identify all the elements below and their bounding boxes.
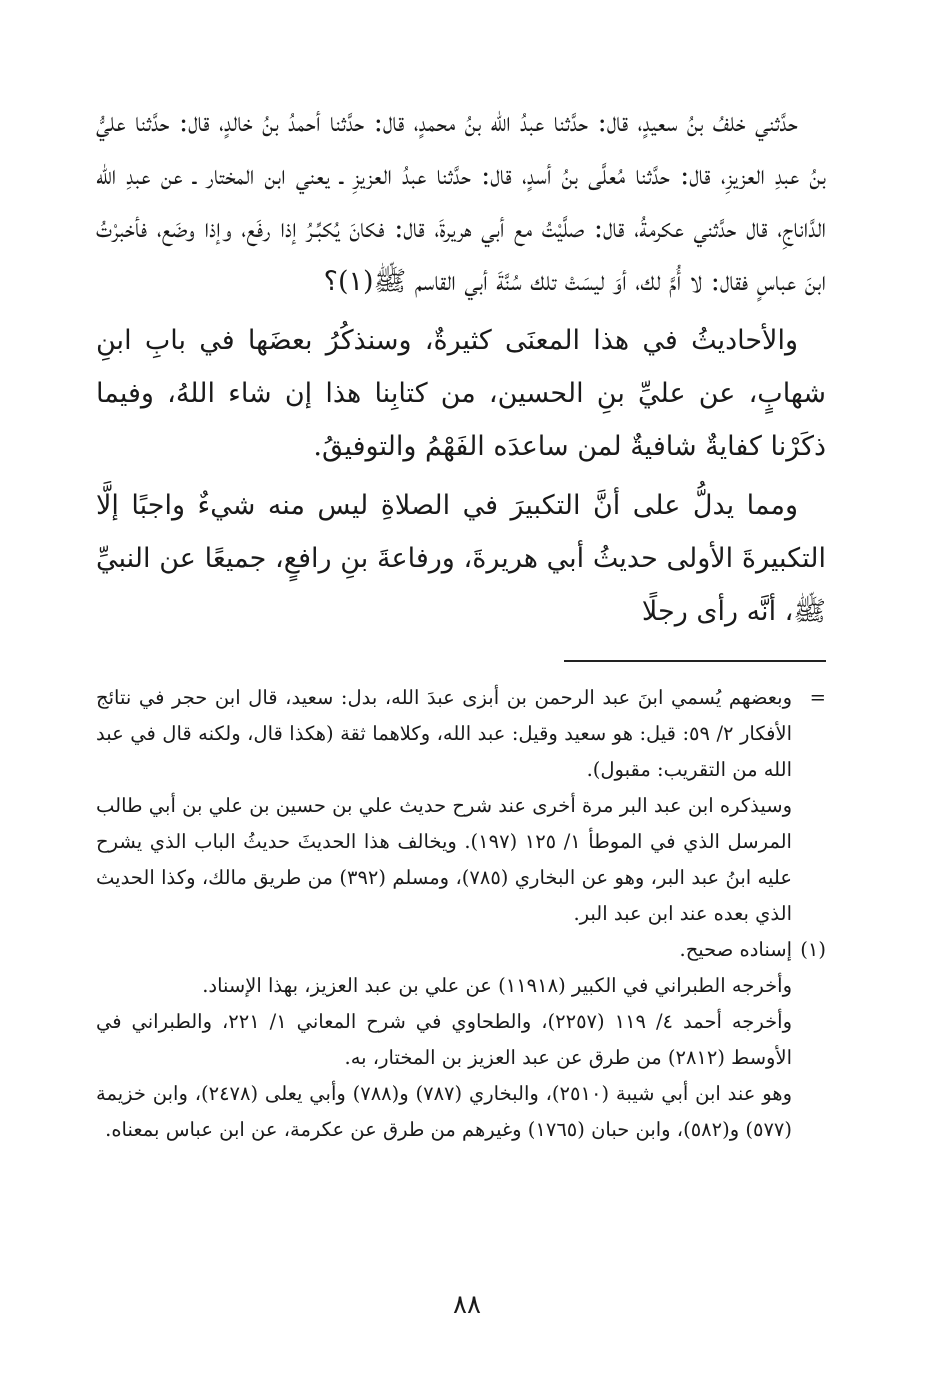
footnote-1 (96, 932, 826, 968)
main-text (96, 96, 826, 638)
footnote-1-text: إسناده صحيح. (679, 938, 792, 961)
footnote-1-paragraph: وأخرجه الطبراني في الكبير (١١٩١٨) عن علي بن عبد العزيز، بهذا الإسناد. (202, 974, 792, 997)
main-paragraph-1: حدَّثني خلفُ بنُ سعيدٍ، قال: حدَّثنا عبدُ الله بنُ محمدٍ، قال: حدَّثنا أحمدُ بنُ خالدٍ، قال: حدَّثنا عليُّ بنُ عبدِ العزيزِ، قال: حدَّثنا مُعلَّى بنُ أسدٍ، قال: حدَّثنا عبدُ العزيزِ ـ يعني ابن المختار ـ عن عبدِ الله الدَّاناجِ، قال حدَّثني عكرمةُ، قال: صلَّيْتُ مع أبي هريرةَ، قال: فكانَ يُكبِّـرُ إذا رفَع، وإذا وضَع، فأخبرْتُ ابنَ عباسٍ فقال: لا أُمَّ لك، أوَ ليسَتْ تلك سُنَّةَ أبي القاسم ﷺ(١)؟ (96, 107, 826, 297)
footnotes (96, 680, 826, 1148)
footnote-1-marker: (١) (800, 938, 826, 961)
main-paragraph-3: ومما يدلُّ على أنَّ التكبيرَ في الصلاةِ ليس منه شيءٌ واجبًا إلَّا التكبيرةَ الأولى حديثُ أبي هريرةَ، ورفاعةَ بنِ رافعٍ، جميعًا عن النبيِّ ﷺ، أنَّه رأى رجلًا (96, 490, 826, 627)
footnote-1-paragraph: وأخرجه أحمد ٤/ ١١٩ (٢٢٥٧)، والطحاوي في شرح المعاني ١/ ٢٢١، والطبراني في الأوسط (٢٨١٢) من طرق عن عبد العزيز بن المختار، به. (96, 1010, 793, 1069)
footnote-continuation-paragraph: وسيذكره ابن عبد البر مرة أخرى عند شرح حديث علي بن حسين بن علي بن أبي طالب المرسل الذي في الموطأ ١/ ١٢٥ (١٩٧). ويخالف هذا الحديثَ حديثُ الباب الذي يشرح عليه ابنُ عبد البر، وهو عن البخاري (٧٨٥)، ومسلم (٣٩٢) من طريق مالك، وكذا الحديث الذي بعده عند ابن عبد البر. (96, 794, 792, 925)
continuation-marker: = (809, 686, 826, 709)
footnote-continuation (96, 680, 826, 788)
main-paragraph-2: والأحاديثُ في هذا المعنَى كثيرةٌ، وسنذكُرُ بعضَها في بابِ ابنِ شهابٍ، عن عليِّ بنِ الحسين، من كتابِنا هذا إن شاء اللهُ، وفيما ذكَرْنا كفايةٌ شافيةٌ لمن ساعدَه الفَهْمُ والتوفيقُ. (96, 325, 826, 462)
footnote-separator (564, 660, 826, 662)
footnote-1-paragraph: وهو عند ابن أبي شيبة (٢٥١٠)، والبخاري (٧٨٧) و(٧٨٨) وأبي يعلى (٢٤٧٨)، وابن خزيمة (٥٧٧) و(٥٨٢)، وابن حبان (١٧٦٥) وغيرهم من طرق عن عكرمة، عن ابن عباس بمعناه. (96, 1082, 793, 1141)
continuation-text: وبعضهم يُسمي ابنَ عبد الرحمن بن أبزى عبدَ الله، بدل: سعيد، قال ابن حجر في نتائج الأفكار ٢/ ٥٩: قيل: هو سعيد وقيل: عبد الله، وكلاهما ثقة (هكذا قال، ولكنه قال في عبد الله من التقريب: مقبول). (96, 686, 792, 781)
page-number: ٨٨ (453, 1290, 481, 1320)
